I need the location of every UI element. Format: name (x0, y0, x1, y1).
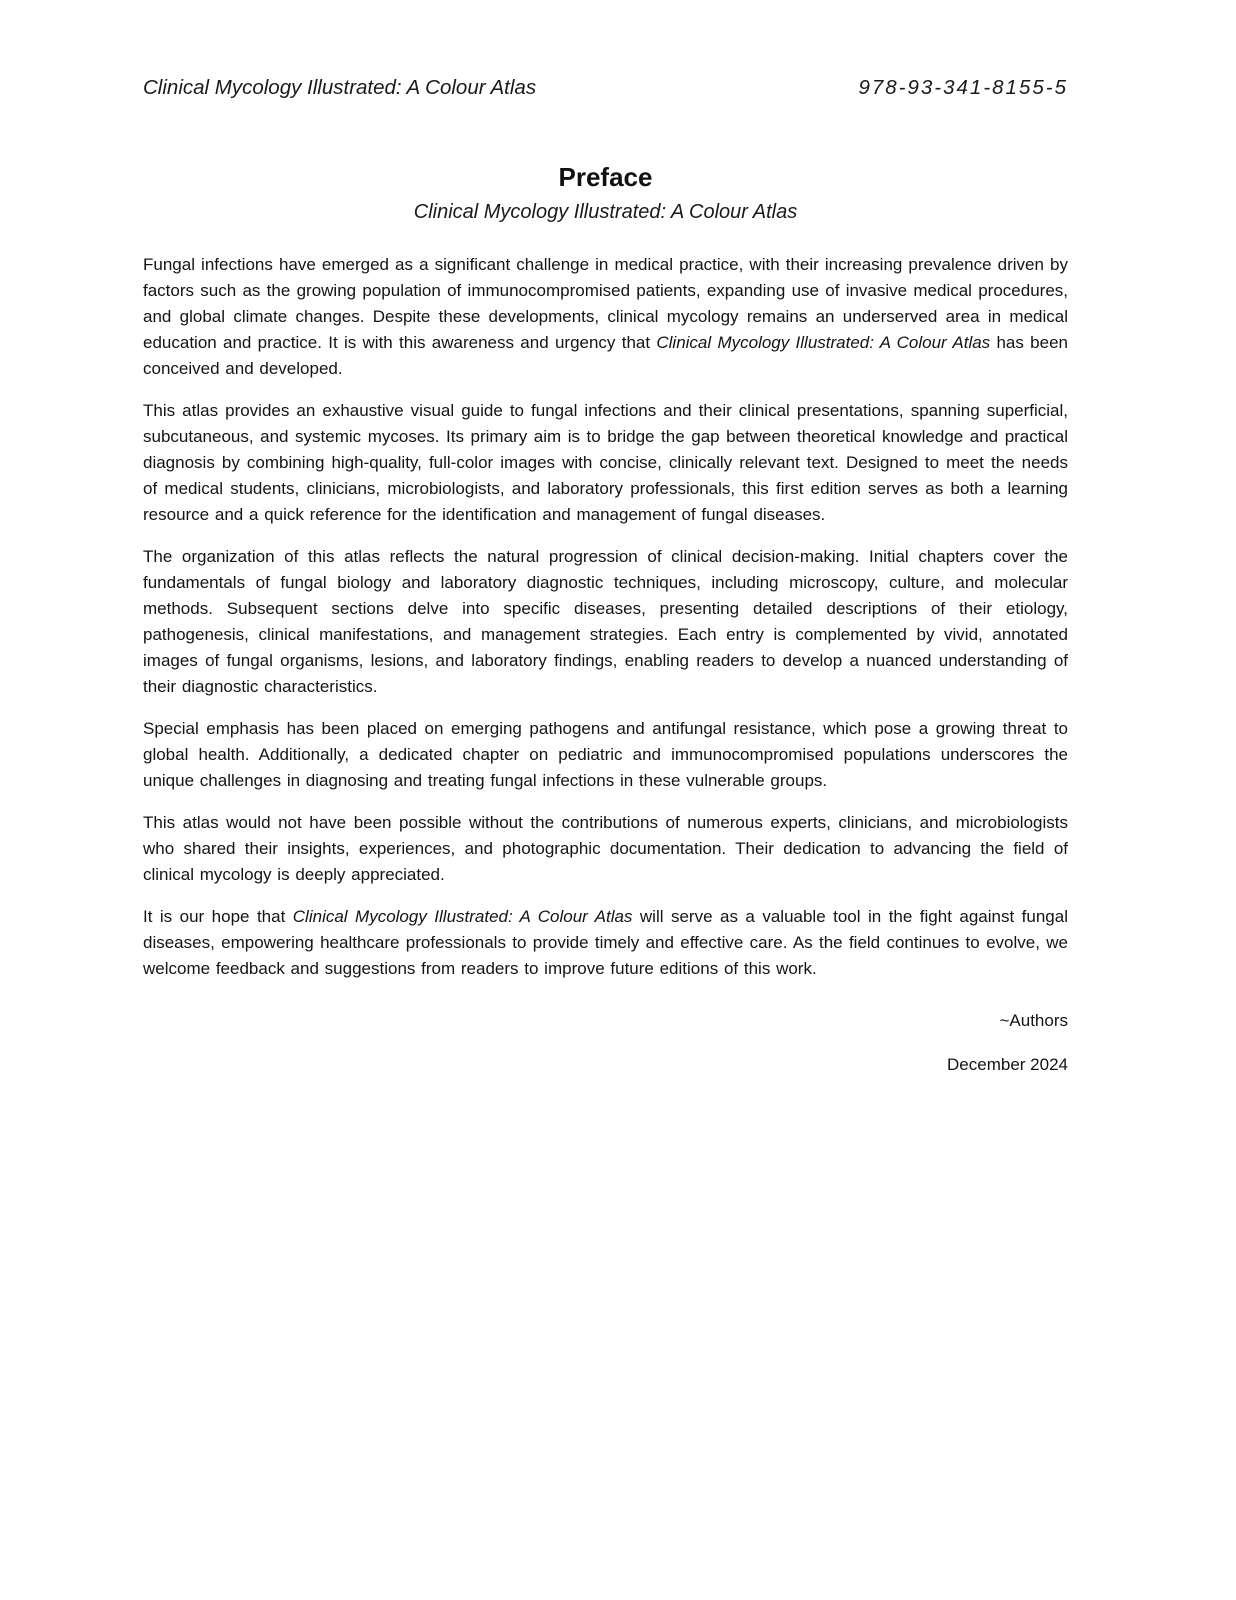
isbn: 978-93-341-8155-5 (858, 76, 1068, 99)
paragraph-6-text: It is our hope that (143, 907, 293, 926)
publication-date: December 2024 (947, 1055, 1068, 1074)
paragraph-1-text: Fungal infections have emerged as a significant challenge in medical practice, with their increasing prevalence driven by factors such as the growing population of immunocompromised patients, expanding use of invasive medical procedures, and global climate changes. Despite these developments, clinical mycology remains an underserved area in medical education and practice. It is with this awareness and urgency that (143, 255, 1068, 352)
page-header (143, 76, 1068, 100)
paragraph-1-book-title-italic: Clinical Mycology Illustrated: A Colour Atlas (656, 333, 991, 352)
page-subtitle: Clinical Mycology Illustrated: A Colour Atlas (413, 201, 798, 223)
paragraph-6 (143, 904, 1068, 982)
page-title: Preface (558, 162, 653, 192)
paragraph-1 (143, 252, 1068, 382)
paragraph-6-book-title-italic: Clinical Mycology Illustrated: A Colour Atlas (292, 907, 633, 926)
paragraph-5: This atlas would not have been possible without the contributions of numerous experts, clinicians, and microbiologists who shared their insights, experiences, and photographic documentation. Their dedication to advancing the field of clinical mycology is deeply appreciated. (143, 813, 1068, 884)
authors-signoff: ~Authors (999, 1011, 1068, 1030)
preface-body (143, 252, 1068, 982)
running-title: Clinical Mycology Illustrated: A Colour Atlas (143, 76, 537, 99)
paragraph-2: This atlas provides an exhaustive visual guide to fungal infections and their clinical presentations, spanning superficial, subcutaneous, and systemic mycoses. Its primary aim is to bridge the gap between theoretical knowledge and practical diagnosis by combining high-quality, full-color images with concise, clinically relevant text. Designed to meet the needs of medical students, clinicians, microbiologists, and laboratory professionals, this first edition serves as both a learning resource and a quick reference for the identification and management of fungal diseases. (143, 401, 1068, 524)
paragraph-1-text-end: has been conceived and developed. (143, 333, 1068, 378)
paragraph-6-text-end: will serve as a valuable tool in the fight against fungal diseases, empowering healthcare professionals to provide timely and effective care. As the field continues to evolve, we welcome feedback and suggestions from readers to improve future editions of this work. (143, 907, 1068, 978)
paragraph-4: Special emphasis has been placed on emerging pathogens and antifungal resistance, which pose a growing threat to global health. Additionally, a dedicated chapter on pediatric and immunocompromised populations underscores the unique challenges in diagnosing and treating fungal infections in these vulnerable groups. (143, 719, 1068, 790)
paragraph-3: The organization of this atlas reflects the natural progression of clinical decision-making. Initial chapters cover the fundamentals of fungal biology and laboratory diagnostic techniques, including microscopy, culture, and molecular methods. Subsequent sections delve into specific diseases, presenting detailed descriptions of their etiology, pathogenesis, clinical manifestations, and management strategies. Each entry is complemented by vivid, annotated images of fungal organisms, lesions, and laboratory findings, enabling readers to develop a nuanced understanding of their diagnostic characteristics. (143, 547, 1068, 696)
